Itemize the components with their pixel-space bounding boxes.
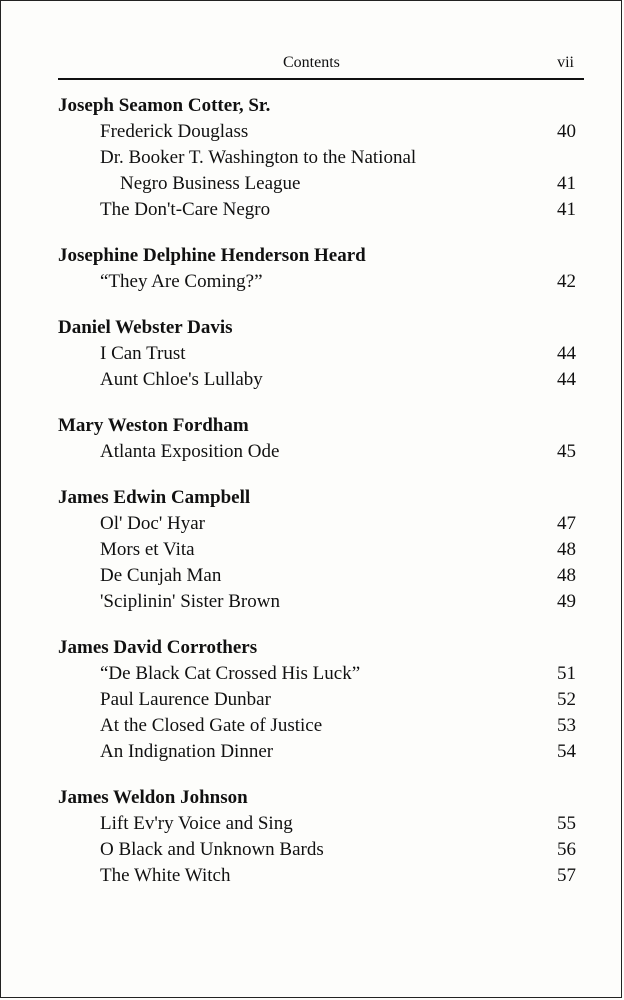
entry-page-number: 42	[557, 271, 576, 292]
entry-page-number: 57	[557, 865, 576, 886]
toc-entry	[58, 119, 576, 145]
toc-section	[58, 785, 576, 889]
entry-page-number: 47	[557, 513, 576, 534]
entry-title: Negro Business League	[120, 173, 301, 194]
toc-entry	[58, 589, 576, 615]
header-page-number: vii	[557, 54, 574, 71]
entry-page-number: 41	[557, 199, 576, 220]
entry-title: Atlanta Exposition Ode	[100, 441, 280, 462]
entry-page-number: 40	[557, 121, 576, 142]
header-title: Contents	[283, 54, 340, 71]
author-name: Joseph Seamon Cotter, Sr.	[58, 95, 271, 116]
entry-page-number: 51	[557, 663, 576, 684]
entry-page-number: 56	[557, 839, 576, 860]
toc-entry	[58, 197, 576, 223]
toc-section	[58, 93, 576, 223]
header-rule	[58, 78, 584, 80]
entry-title: Ol' Doc' Hyar	[100, 513, 205, 534]
entry-title: O Black and Unknown Bards	[100, 839, 324, 860]
toc-entry	[58, 269, 576, 295]
toc-entry	[58, 739, 576, 765]
toc-entry	[58, 439, 576, 465]
author-name: James Edwin Campbell	[58, 487, 251, 508]
entry-page-number: 45	[557, 441, 576, 462]
entry-title: Mors et Vita	[100, 539, 195, 560]
author-name: James Weldon Johnson	[58, 787, 248, 808]
entry-page-number: 54	[557, 741, 576, 762]
toc-section	[58, 243, 576, 295]
entry-page-number: 44	[557, 343, 576, 364]
running-header	[58, 52, 574, 78]
entry-title: Aunt Chloe's Lullaby	[100, 369, 263, 390]
entry-page-number: 49	[557, 591, 576, 612]
entry-title: Frederick Douglass	[100, 121, 249, 142]
toc-entry	[58, 687, 576, 713]
toc-section	[58, 635, 576, 765]
entry-page-number: 44	[557, 369, 576, 390]
toc-section	[58, 413, 576, 465]
entry-title: Dr. Booker T. Washington to the National	[100, 147, 417, 168]
toc-entry	[58, 537, 576, 563]
entry-title: The White Witch	[100, 865, 231, 886]
entry-title: “De Black Cat Crossed His Luck”	[100, 663, 361, 684]
toc-entry	[58, 661, 576, 687]
entry-title: The Don't-Care Negro	[100, 199, 271, 220]
entry-page-number: 52	[557, 689, 576, 710]
entry-page-number: 48	[557, 539, 576, 560]
toc-entry	[58, 811, 576, 837]
toc-entry	[58, 145, 576, 171]
entry-page-number: 53	[557, 715, 576, 736]
toc-entry	[58, 341, 576, 367]
entry-title: Paul Laurence Dunbar	[100, 689, 271, 710]
toc-section	[58, 485, 576, 615]
toc-entry-continued	[58, 171, 576, 197]
entry-title: 'Sciplinin' Sister Brown	[100, 591, 280, 612]
toc-entry	[58, 837, 576, 863]
entry-title: Lift Ev'ry Voice and Sing	[100, 813, 293, 834]
toc-section	[58, 315, 576, 393]
entry-title: At the Closed Gate of Justice	[100, 715, 323, 736]
toc-entry	[58, 713, 576, 739]
toc-entry	[58, 863, 576, 889]
author-name: Daniel Webster Davis	[58, 317, 233, 338]
toc-entry	[58, 563, 576, 589]
author-name: Josephine Delphine Henderson Heard	[58, 245, 366, 266]
entry-title: “They Are Coming?”	[100, 271, 263, 292]
toc-entry	[58, 511, 576, 537]
entry-title: De Cunjah Man	[100, 565, 222, 586]
entry-page-number: 55	[557, 813, 576, 834]
toc-entry	[58, 367, 576, 393]
table-of-contents	[58, 93, 576, 909]
author-name: Mary Weston Fordham	[58, 415, 249, 436]
author-name: James David Corrothers	[58, 637, 258, 658]
entry-title: I Can Trust	[100, 343, 186, 364]
entry-page-number: 41	[557, 173, 576, 194]
entry-page-number: 48	[557, 565, 576, 586]
entry-title: An Indignation Dinner	[100, 741, 274, 762]
